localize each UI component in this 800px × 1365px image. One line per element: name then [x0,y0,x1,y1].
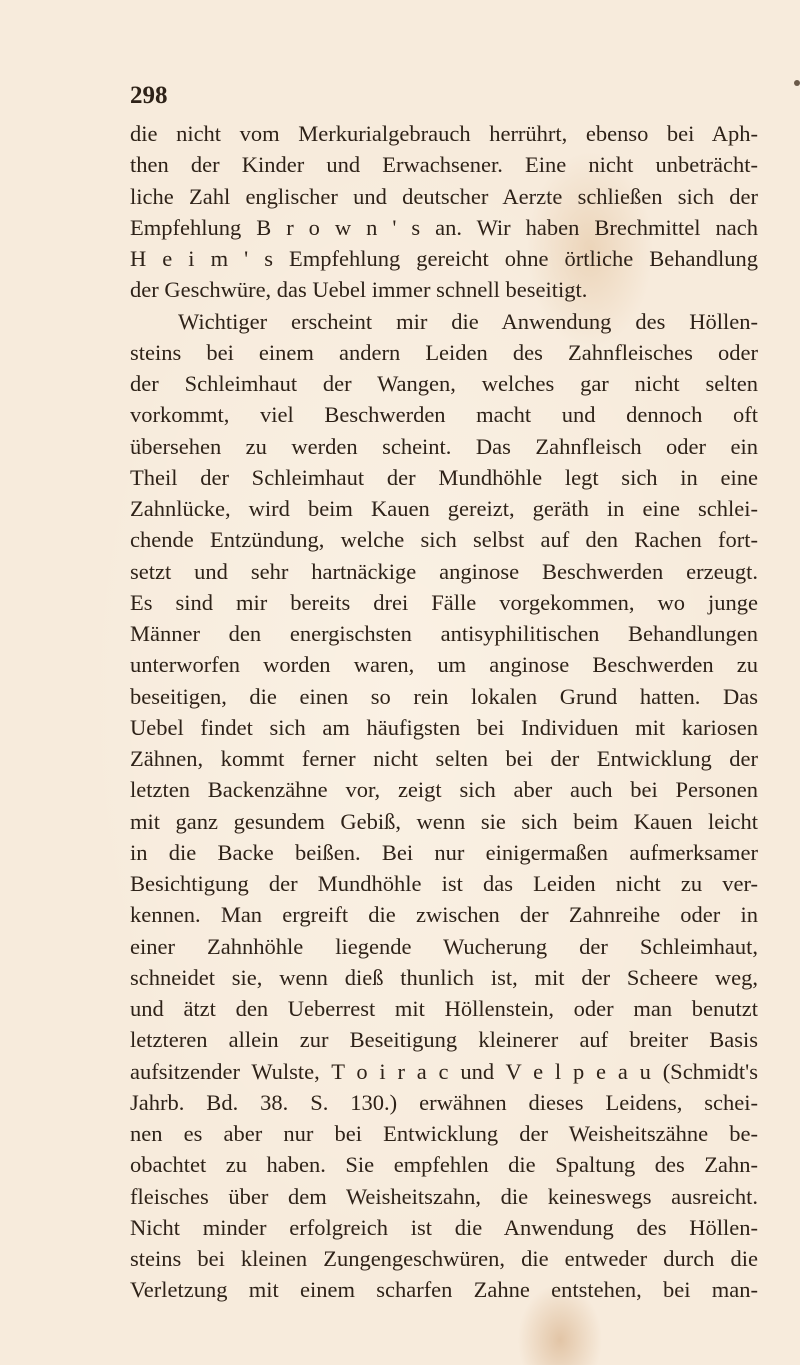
text-line: beseitigen, die einen so rein lokalen Grund hatten. Das [130,683,758,709]
text-line: Empfehlung B r o w n ' s an. Wir haben Brechmittel nach [130,214,758,240]
text-line: liche Zahl englischer und deutscher Aerzte schließen sich der [130,183,758,209]
text-line: in die Backe beißen. Bei nur einigermaßen aufmerksamer [130,839,758,865]
page-blemish [794,80,800,86]
text-line: nen es aber nur bei Entwicklung der Weisheitszähne be- [130,1121,758,1146]
text-line: H e i m ' s Empfehlung gereicht ohne örtliche Behandlung [130,246,758,271]
text-line: der Schleimhaut der Wangen, welches gar nicht selten [130,371,758,396]
text-line: unterworfen worden waren, um anginose Beschwerden zu [130,652,758,678]
body-text [130,118,758,1306]
text-line: der Geschwüre, das Uebel immer schnell beseitigt. [130,277,588,303]
text-line: obachtet zu haben. Sie empfehlen die Spaltung des Zahn- [130,1152,758,1178]
text-line: Besichtigung der Mundhöhle ist das Leiden nicht zu ver- [130,871,758,896]
page-number: 298 [130,82,168,109]
text-line: die nicht vom Merkurialgebrauch herrührt, ebenso bei Aph- [130,121,758,146]
text-line: Es sind mir bereits drei Fälle vorgekommen, wo junge [130,589,758,615]
text-line: Nicht minder erfolgreich ist die Anwendung des Höllen- [130,1214,758,1240]
text-line: steins bei einem andern Leiden des Zahnfleisches oder [130,339,758,365]
text-line: schneidet sie, wenn dieß thunlich ist, mit der Scheere weg, [130,964,758,990]
text-line: letzteren allein zur Beseitigung kleinerer auf breiter Basis [130,1027,758,1053]
text-line: setzt und sehr hartnäckige anginose Beschwerden erzeugt. [130,558,758,584]
text-line: aufsitzender Wulste, T o i r a c und V e l p e a u (Schmidt's [130,1058,758,1084]
text-line: Theil der Schleimhaut der Mundhöhle legt sich in eine [130,464,758,490]
text-line: chende Entzündung, welche sich selbst auf den Rachen fort- [130,527,758,553]
text-line: letzten Backenzähne vor, zeigt sich aber auch bei Personen [130,777,758,803]
text-line: einer Zahnhöhle liegende Wucherung der Schleimhaut, [130,933,758,959]
text-line: Uebel findet sich am häufigsten bei Individuen mit kariosen [130,714,758,740]
text-line: Männer den energischsten antisyphilitischen Behandlungen [130,621,758,646]
text-line: Jahrb. Bd. 38. S. 130.) erwähnen dieses Leidens, schei- [130,1089,758,1115]
text-line: fleisches über dem Weisheitszahn, die keineswegs ausreicht. [130,1183,758,1209]
text-line: Zähnen, kommt ferner nicht selten bei der Entwicklung der [130,746,758,771]
text-line: übersehen zu werden scheint. Das Zahnfleisch oder ein [130,433,758,459]
text-line: Zahnlücke, wird beim Kauen gereizt, geräth in eine schlei- [130,496,758,521]
text-line: kennen. Man ergreift die zwischen der Zahnreihe oder in [130,902,758,928]
text-line: vorkommt, viel Beschwerden macht und dennoch oft [130,402,758,428]
text-line: Verletzung mit einem scharfen Zahne entstehen, bei man- [130,1277,758,1303]
text-line: mit ganz gesundem Gebiß, wenn sie sich beim Kauen leicht [130,808,758,834]
text-line: Wichtiger erscheint mir die Anwendung des Höllen- [178,308,758,334]
text-line: then der Kinder und Erwachsener. Eine nicht unbeträcht- [130,152,758,178]
text-line: steins bei kleinen Zungengeschwüren, die entweder durch die [130,1246,758,1271]
text-line: und ätzt den Ueberrest mit Höllenstein, oder man benutzt [130,996,758,1021]
